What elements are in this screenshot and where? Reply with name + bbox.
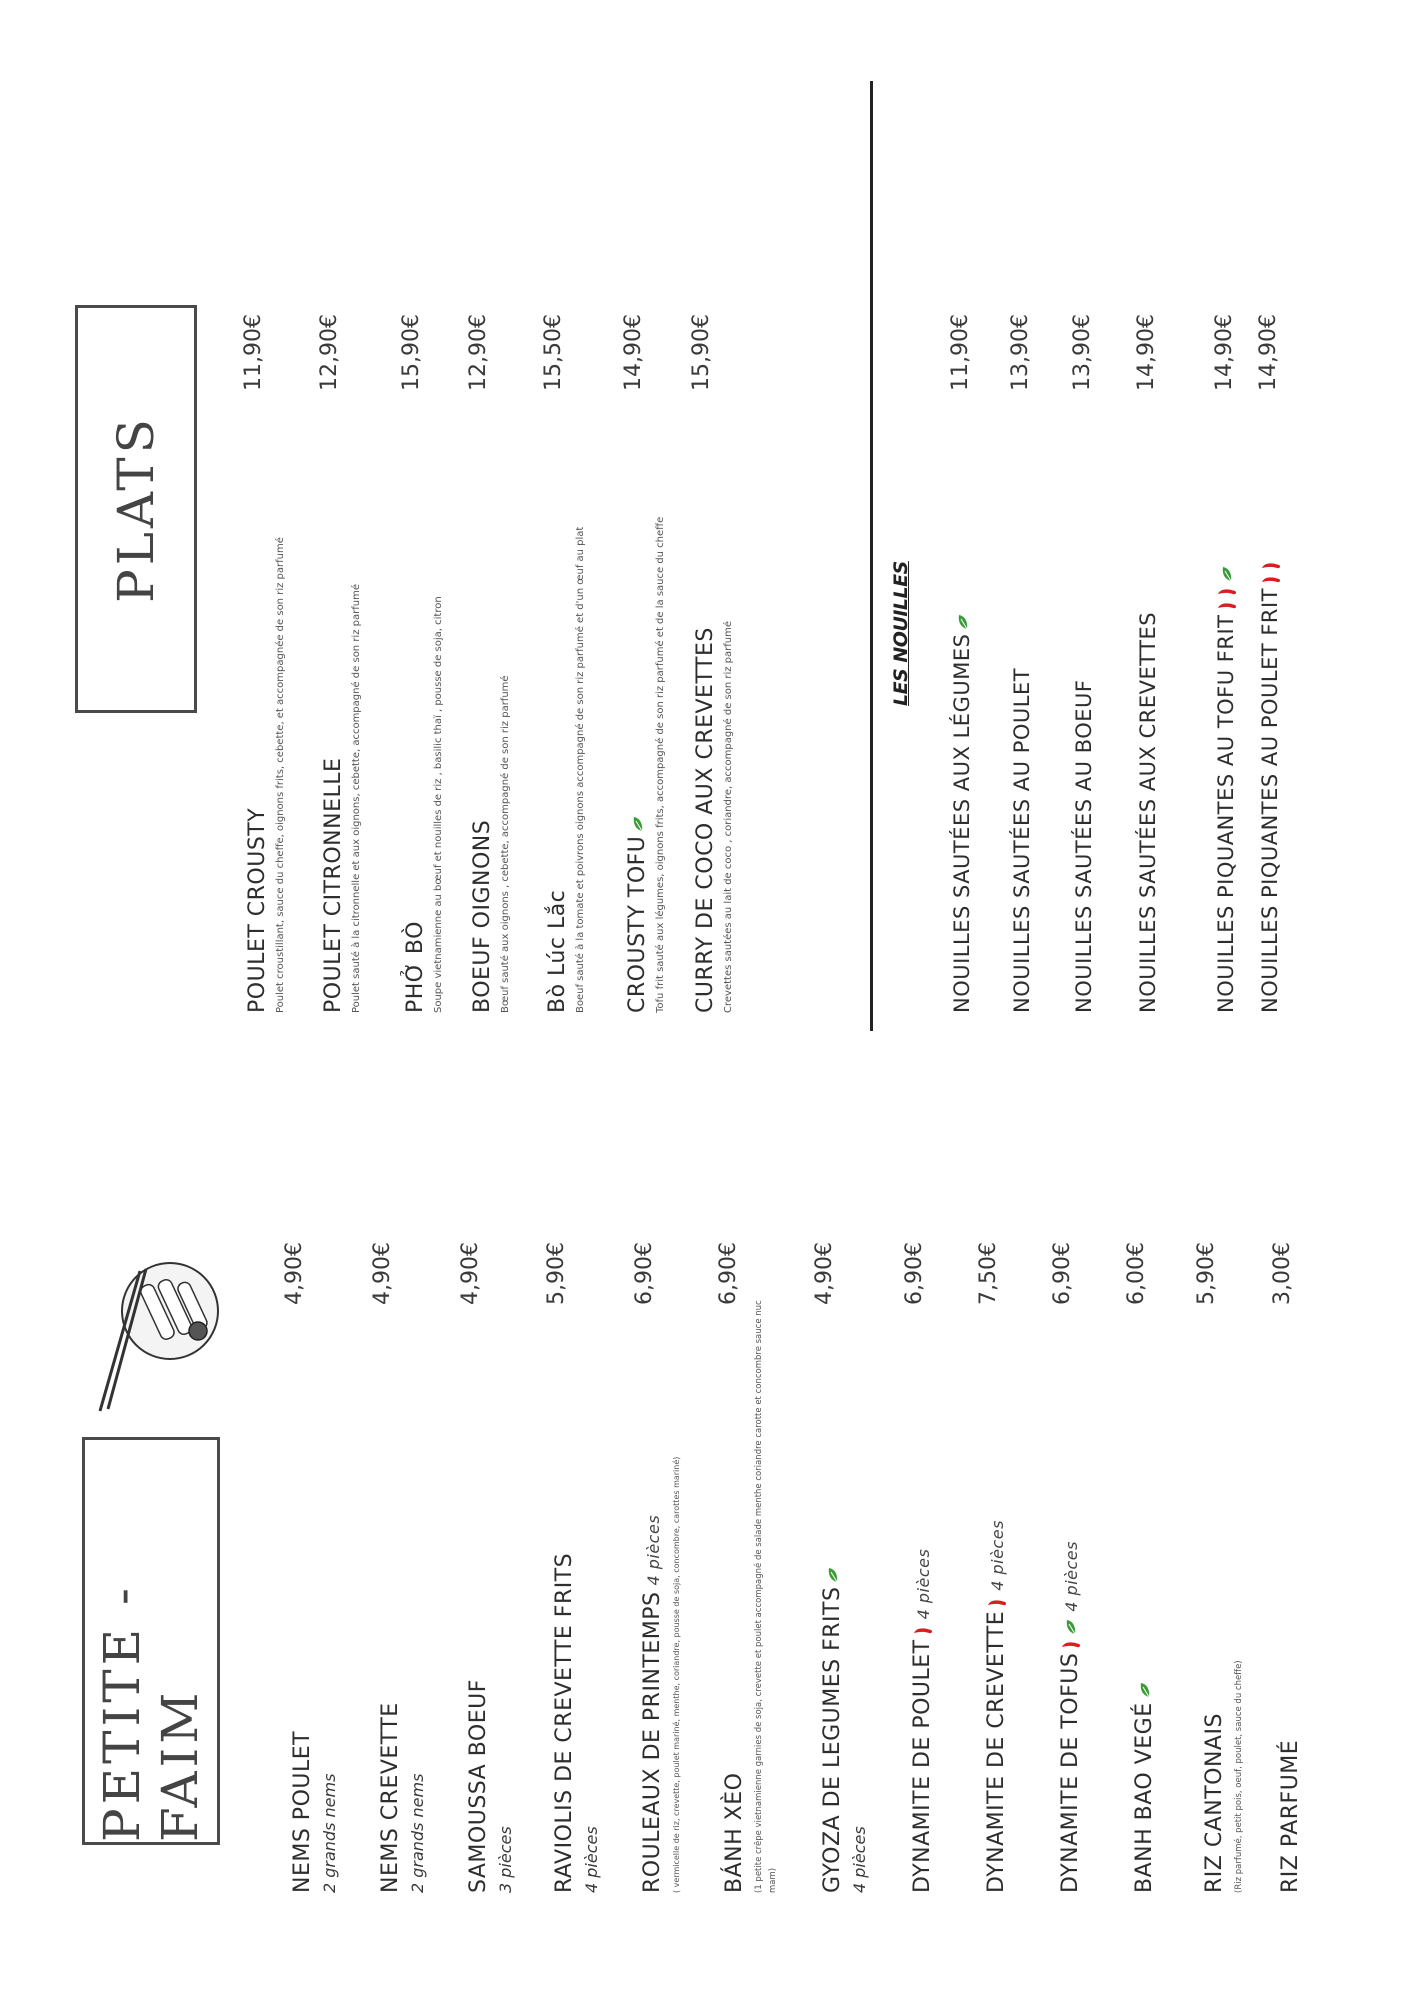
menu-item-description: Bœuf sauté aux oignons , cebette, accompagné de son riz parfumé [500,675,511,1013]
menu-item-name-row [378,1702,403,1893]
menu-item [241,313,305,1013]
menu-item-name-row [910,1549,935,1893]
menu-item-name: DYNAMITE DE CREVETTE [984,1610,1009,1893]
menu-item-description: ( vermicelle de riz, crevette, poulet mariné, menthe, coriandre, pousse de soja, concombre, carottes mariné) [672,1456,681,1893]
menu-item-subtitle: 2 grands nems [408,1773,427,1893]
menu-item [1072,253,1112,1013]
menu-item [716,1242,802,1893]
menu-item-name: DYNAMITE DE POULET [910,1639,935,1893]
vegetarian-leaf-icon [1065,1618,1077,1636]
menu-item-description: Crevettes sautées au lait de coco , coriandre, accompagné de son riz parfumé [723,620,734,1013]
menu-item-description: Boeuf sauté à la tomate et poivrons oignons accompagné de son riz parfumé et d'un œuf au plat [575,526,586,1013]
menu-item [317,313,381,1013]
menu-item-name-row [1214,566,1238,1014]
menu-item-subtitle: 4 pièces [850,1826,869,1893]
menu-item-price: 4,90€ [458,1242,483,1305]
menu-item-name-row [1136,612,1160,1013]
petite-faim-section [0,1181,1410,2001]
menu-item-name: NEMS POULET [290,1730,315,1893]
menu-item-description: Poulet croustillant, sauce du cheffe, oignons frits, cebette, et accompagnée de son riz parfumé [275,537,286,1013]
petite-faim-title-box [82,1437,220,1845]
menu-item-price: 15,90€ [689,314,714,391]
menu-item-description-cont: mam) [768,1867,778,1893]
menu-item-price: 6,90€ [1050,1242,1075,1305]
menu-item-subtitle: 2 grands nems [320,1773,339,1893]
menu-item [1194,1242,1282,1893]
chili-pepper-icon [1261,560,1281,571]
menu-item [1270,1242,1358,1893]
menu-item-name: NOUILLES PIQUANTES AU POULET FRIT [1258,587,1282,1013]
section-divider-line [870,81,873,1031]
menu-item-name: RIZ CANTONAIS [1202,1713,1227,1893]
menu-item [370,1242,458,1893]
menu-item [1136,253,1176,1013]
menu-item-name-row [1258,560,1282,1013]
menu-item-name: NOUILLES SAUTÉES AUX CREVETTES [1136,611,1160,1013]
menu-item [282,1242,370,1893]
menu-item-description: Soupe vietnamienne au bœuf et nouilles de riz , basilic thaï , pousse de soja, citron [433,596,444,1013]
plats-title: PLATS [107,415,165,603]
menu-item-name: POULET CROUSTY [245,807,270,1013]
menu-item [1010,253,1050,1013]
menu-item [1258,253,1298,1013]
menu-item-name-row [1132,1681,1157,1893]
plats-section [0,11,1410,1041]
menu-item-name-row [290,1731,315,1893]
menu-item-subtitle: 4 pièces [582,1826,601,1893]
menu-item-name-row [820,1566,845,1893]
vegetarian-leaf-icon [632,815,644,833]
menu-item-name: BOEUF OIGNONS [470,819,495,1013]
menu-item-name-row [552,1553,577,1893]
menu-item-name-row [1072,680,1096,1014]
menu-item-price: 4,90€ [282,1242,307,1305]
menu-item-price: 4,90€ [812,1242,837,1305]
menu-item-name-row [1278,1740,1303,1893]
menu-item-price: 15,50€ [541,314,566,391]
menu-item-name: BÁNH XÈO [722,1772,747,1893]
menu-item [950,253,990,1013]
menu-item-price: 14,90€ [621,314,646,391]
vegetarian-leaf-icon [827,1566,839,1584]
menu-item-subtitle: 3 pièces [496,1826,515,1893]
menu-item-name: DYNAMITE DE TOFUS [1058,1652,1083,1893]
menu-item-name: NOUILLES SAUTÉES AU POULET [1010,667,1034,1013]
vegetarian-leaf-icon [1221,566,1233,584]
menu-item-price: 14,90€ [1212,314,1237,391]
menu-item-name: GYOZA DE LEGUMES FRITS [820,1586,845,1893]
menu-item-price: 13,90€ [1008,314,1033,391]
menu-item [458,1242,546,1893]
menu-item [689,313,753,1013]
menu-item-name-row [640,1515,665,1893]
menu-item-note: 4 pièces [988,1520,1007,1591]
menu-item-name-row [466,1679,491,1893]
plats-title-box [75,305,197,713]
menu-item-price: 4,90€ [370,1242,395,1305]
menu-item-name: Bò Lúc Lắc [545,889,570,1013]
menu-item-name-row [1010,668,1034,1013]
menu-item-note: 4 pièces [914,1548,933,1620]
chili-pepper-icon [913,1625,933,1636]
menu-item-description: (Riz parfumé, petit pois, oeuf, poulet, sauce du cheffe) [1234,1660,1244,1893]
menu-item-name: NEMS CREVETTE [378,1702,403,1893]
menu-item-name: SAMOUSSA BOEUF [466,1679,491,1893]
chili-pepper-icon [1061,1639,1081,1650]
menu-item-price: 5,90€ [1194,1242,1219,1305]
menu-item-name-row [722,1773,747,1893]
menu-item-name-row [321,758,346,1013]
chili-pepper-icon [987,1597,1007,1608]
menu-item-price: 3,00€ [1270,1242,1295,1305]
menu-item-price: 11,90€ [948,314,973,391]
noodles-heading: LES NOUILLES [890,561,912,706]
menu-item-price: 11,90€ [241,314,266,391]
vegetarian-leaf-icon [1139,1681,1151,1699]
menu-item [621,313,685,1013]
menu-item [812,1242,900,1893]
menu-item [632,1242,720,1893]
menu-item-price: 6,90€ [716,1242,741,1305]
menu-item-price: 15,90€ [399,314,424,391]
menu-item-name-row [403,921,428,1013]
menu-item-name: CROUSTY TOFU [625,835,650,1013]
menu-item-name: POULET CITRONNELLE [321,757,346,1013]
menu-item-name: BANH BAO VEGÉ [1132,1702,1157,1893]
menu-item [1050,1242,1138,1893]
menu-item-name-row [1058,1541,1083,1893]
chili-pepper-icon [1261,574,1281,585]
spring-rolls-plate-illustration [80,1251,230,1421]
menu-item [902,1242,990,1893]
menu-item-price: 5,90€ [544,1242,569,1305]
chili-pepper-icon [1217,601,1237,612]
menu-item-note: 4 pièces [644,1514,663,1586]
menu-item-name: ROULEAUX DE PRINTEMPS [640,1591,665,1893]
menu-item-name-row [984,1520,1009,1893]
menu-item-price: 7,50€ [976,1242,1001,1305]
menu-item-price: 12,90€ [317,314,342,391]
vegetarian-leaf-icon [957,613,969,631]
menu-item-description: (1 petite crêpe vietnamienne garnies de soja, crevette et poulet accompagné de salade menthe coriandre carotte et concombre sauce nuc [754,1300,764,1893]
menu-item-price: 6,90€ [632,1242,657,1305]
menu-item-name: CURRY DE COCO AUX CREVETTES [693,627,718,1013]
menu-item-name-row [470,820,495,1013]
menu-item-price: 13,90€ [1070,314,1095,391]
menu-item-name: RAVIOLIS DE CREVETTE FRITS [552,1552,577,1893]
menu-item-name: NOUILLES SAUTÉES AUX LÉGUMES [950,633,974,1013]
menu-item-name: NOUILLES PIQUANTES AU TOFU FRIT [1214,614,1238,1013]
menu-item-price: 14,90€ [1134,314,1159,391]
menu-item [541,313,605,1013]
menu-item [1124,1242,1212,1893]
menu-item-price: 6,00€ [1124,1242,1149,1305]
menu-item [1214,253,1254,1013]
menu-item-name-row [545,890,570,1013]
menu-item-name: NOUILLES SAUTÉES AU BOEUF [1072,679,1096,1013]
menu-item-name-row [693,627,718,1013]
menu-item-name-row [1202,1713,1227,1893]
menu-item-name-row [625,815,650,1013]
menu-item-name: RIZ PARFUMÉ [1278,1739,1303,1893]
menu-item [976,1242,1064,1893]
menu-item-name-row [245,808,270,1013]
menu-item-note: 4 pièces [1062,1541,1081,1612]
menu-item-name-row [950,613,974,1013]
menu-item-description: Poulet sauté à la citronnelle et aux oignons, cebette, accompagné de son riz parfumé [351,584,362,1013]
menu-item-price: 12,90€ [466,314,491,391]
menu-item [466,313,530,1013]
menu-item-price: 6,90€ [902,1242,927,1305]
menu-item-price: 14,90€ [1256,314,1281,391]
menu-item-description: Tofu frit sauté aux légumes, oignons frits, accompagné de son riz parfumé et de la sauce du cheffe [655,516,666,1013]
petite-faim-title: PETITE - FAIM [93,1584,209,1842]
chili-pepper-icon [1217,587,1237,598]
menu-item-name: PHỞ BÒ [403,921,428,1013]
menu-item [544,1242,632,1893]
menu-item [399,313,463,1013]
